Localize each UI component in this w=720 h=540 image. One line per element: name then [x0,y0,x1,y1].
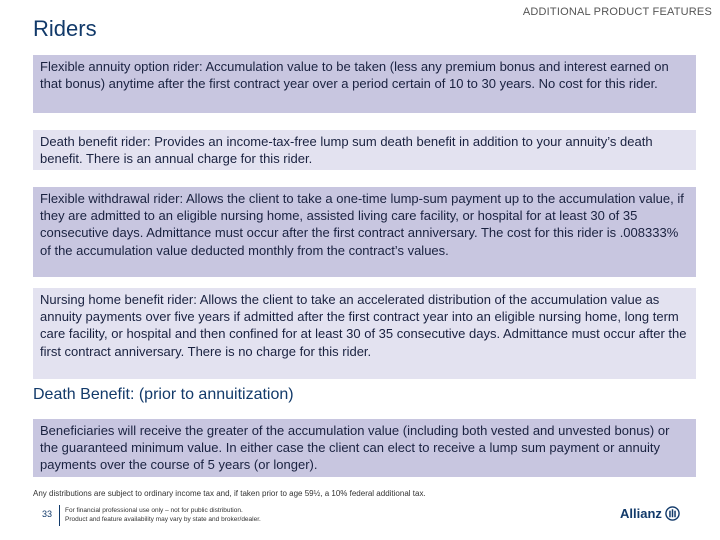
footer-divider [59,505,60,526]
footer-note-line-1: For financial professional use only – not for public distribution. [65,507,243,514]
footer-note [65,506,261,524]
rider-death-benefit [33,130,696,170]
rider-label: Flexible annuity option rider: [40,59,203,74]
rider-label: Flexible withdrawal rider: [40,191,184,206]
rider-nursing-home-benefit [33,288,696,379]
rider-text: Provides an income-tax-free lump sum death benefit in addition to your annuity’s death benefit. There is an annual charge for this rider. [40,134,653,167]
rider-flexible-withdrawal [33,187,696,277]
footer-note-line-2: Product and feature availability may vary by state and broker/dealer. [65,516,261,523]
death-benefit-heading: Death Benefit: (prior to annuitization) [33,386,294,403]
logo-text: Allianz [620,506,662,521]
allianz-logo [620,506,680,521]
rider-flexible-annuity-option [33,55,696,113]
allianz-eagle-icon [665,506,680,521]
rider-text: Allows the client to take a one-time lump-sum payment up to the accumulation value, if they are admitted to an eligible nursing home, assisted living care facility, or hospital for at least 30 of 35 consecutive days. Admittance must occur after the first contract anniversary. The cost for this rider is .008333% of the accumulation value deducted monthly from the contract’s values. [40,191,684,258]
page-title: Riders [33,16,97,41]
page-number: 33 [42,509,53,519]
tax-disclaimer: Any distributions are subject to ordinary income tax and, if taken prior to age 59½, a 10% federal additional tax. [33,489,426,498]
rider-label: Death benefit rider: [40,134,151,149]
rider-text: Accumulation value to be taken (less any premium bonus and interest earned on that bonus) anytime after the first contract year over a period certain of 10 to 30 years. No cost for this rider. [40,59,669,92]
death-benefit-text: Beneficiaries will receive the greater of the accumulation value (including both vested and unvested bonus) or the guaranteed minimum value. In either case the client can elect to receive a lump sum payment or annuity payments over the course of 5 years (or longer). [33,419,696,477]
rider-text: Allows the client to take an accelerated distribution of the accumulation value as annuity payments over five years if admitted after the first contract year into an eligible nursing home, long term care facility, or hospital and then confined for at least 30 of 35 consecutive days. Admittance must occur after the first contract anniversary. There is no charge for this rider. [40,292,687,359]
section-header: ADDITIONAL PRODUCT FEATURES [522,6,712,18]
rider-label: Nursing home benefit rider: [40,292,197,307]
